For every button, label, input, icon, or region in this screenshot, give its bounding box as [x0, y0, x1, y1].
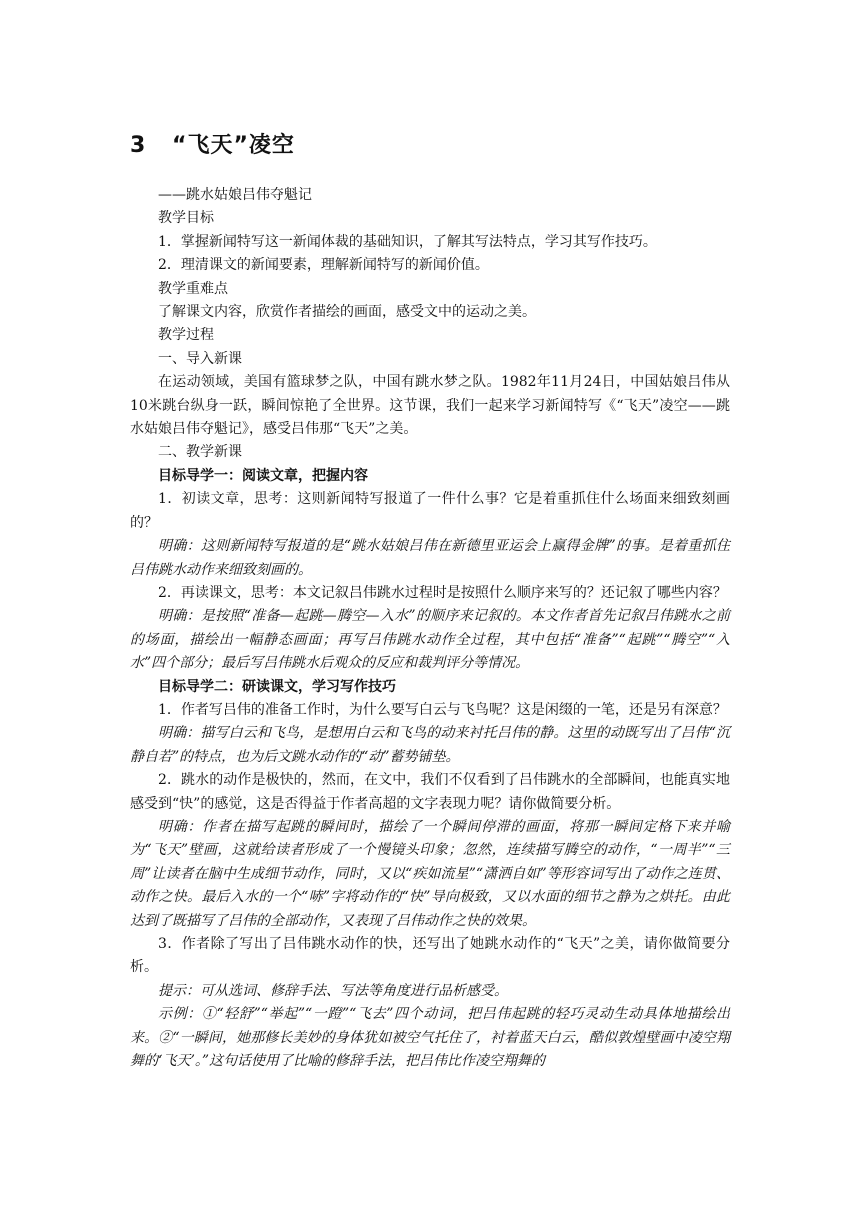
- hint: 提示：可从选词、修辞手法、写法等角度进行品析感受。: [158, 982, 508, 999]
- question: 1．作者写吕伟的准备工作时，为什么要写白云与飞鸟呢？这是闲缀的一笔，还是另有深意？: [158, 701, 727, 718]
- question: 2．跳水的动作是极快的，然而，在文中，我们不仅看到了吕伟跳水的全部瞬间，也能真实地感受到“快”的感觉，这是否得益于作者高超的文字表现力呢？请你做简要分析。: [130, 772, 730, 812]
- subtitle: ——跳水姑娘吕伟夺魁记: [158, 187, 312, 203]
- goal-heading-2: 目标导学二：研读课文，学习写作技巧: [158, 678, 396, 695]
- section-heading-process: 教学过程: [158, 327, 214, 344]
- question: 3．作者除了写出了吕伟跳水动作的快，还写出了她跳水动作的“飞天”之美，请你做简要分析。: [130, 936, 730, 976]
- goal-heading-1: 目标导学一：阅读文章，把握内容: [158, 467, 368, 484]
- subsection-heading: 一、导入新课: [158, 350, 242, 367]
- question: 2．再读课文，思考：本文记叙吕伟跳水过程时是按照什么顺序来写的？还记叙了哪些内容？: [158, 584, 727, 601]
- section-heading-key-points: 教学重难点: [158, 280, 228, 297]
- subsection-heading: 二、教学新课: [158, 444, 242, 461]
- example: 示例：①“轻舒”“举起”“一蹬”“飞去”四个动词，把吕伟起跳的轻巧灵动生动具体地描绘出来。②“一瞬间，她那修长美妙的身体犹如被空气托住了，衬着蓝天白云，酷似敦煌壁画中凌空翔舞的‘飞天’。”这句话使用了比喻的修辞手法，把吕伟比作凌空翔舞的: [130, 1006, 730, 1070]
- answer: 明确：描写白云和飞鸟，是想用白云和飞鸟的动来衬托吕伟的静。这里的动既写出了吕伟“沉静自若”的特点，也为后文跳水动作的“动”蓄势铺垫。: [130, 725, 730, 765]
- document-body: [130, 184, 730, 1073]
- answer: 明确：作者在描写起跳的瞬间时，描绘了一个瞬间停滞的画面，将那一瞬间定格下来并喻为“飞天”壁画，这就给读者形成了一个慢镜头印象；忽然，连续描写腾空的动作，“一周半”“三周”让读者在脑中生成细节动作，同时，又以“疾如流星”“潇洒自如”等形容词写出了动作之连贯、动作之快。最后入水的一个“哧”字将动作的“快”导向极致，又以水面的细节之静为之烘托。由此达到了既描写了吕伟的全部动作，又表现了吕伟动作之快的效果。: [130, 818, 730, 929]
- section-heading-goals: 教学目标: [158, 210, 214, 227]
- paragraph: 在运动领域，美国有篮球梦之队，中国有跳水梦之队。1982年11月24日，中国姑娘吕伟从10米跳台纵身一跃，瞬间惊艳了全世界。这节课，我们一起来学习新闻特写《“飞天”凌空——跳水姑娘吕伟夺魁记》，感受吕伟那“飞天”之美。: [130, 374, 730, 438]
- question: 1．初读文章，思考：这则新闻特写报道了一件什么事？它是着重抓住什么场面来细致刻画的？: [130, 491, 730, 531]
- paragraph: 1．掌握新闻特写这一新闻体裁的基础知识，了解其写法特点，学习其写作技巧。: [158, 233, 657, 250]
- lesson-number: 3: [130, 133, 147, 158]
- paragraph: 2．理清课文的新闻要素，理解新闻特写的新闻价值。: [158, 257, 489, 274]
- lesson-title-text: “飞天”凌空: [172, 133, 295, 158]
- answer: 明确：是按照“准备—起跳—腾空—入水”的顺序来记叙的。本文作者首先记叙吕伟跳水之前的场面，描绘出一幅静态画面；再写吕伟跳水动作全过程，其中包括“准备”“起跳”“腾空”“入水”四个部分；最后写吕伟跳水后观众的反应和裁判评分等情况。: [130, 608, 730, 672]
- paragraph: 了解课文内容，欣赏作者描绘的画面，感受文中的运动之美。: [158, 304, 536, 321]
- answer: 明确：这则新闻特写报道的是“跳水姑娘吕伟在新德里亚运会上赢得金牌”的事。是着重抓住吕伟跳水动作来细致刻画的。: [130, 538, 730, 578]
- lesson-title: [130, 128, 295, 159]
